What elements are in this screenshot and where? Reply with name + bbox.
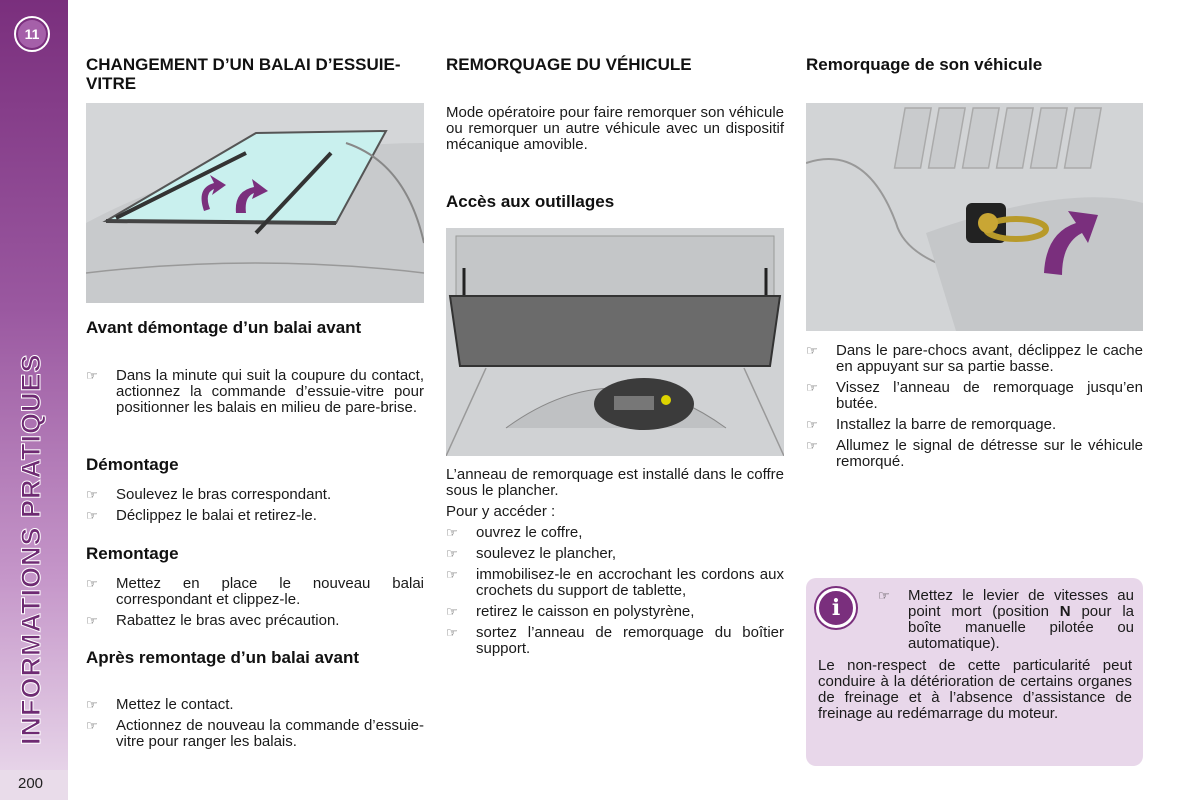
list-item: ☞ Dans le pare-chocs avant, déclippez le cache en appuyant sur sa partie basse. xyxy=(806,342,1143,375)
own-towing-title: Remorquage de son véhicule xyxy=(806,55,1043,74)
hand-pointer-icon: ☞ xyxy=(86,508,98,523)
hand-pointer-icon: ☞ xyxy=(446,546,458,561)
list-item: ☞ Mettez le contact. xyxy=(86,696,234,713)
towing-intro: Mode opératoire pour faire remorquer son véhicule ou remorquer un autre véhicule avec un dispositif mécanique amovible. xyxy=(446,104,784,153)
info-bullet: ☞ Mettez le levier de vitesses au point mort (position N pour la boîte manuelle pilotée ou automatique). xyxy=(878,587,1134,652)
after-refit-list xyxy=(86,697,424,755)
list-item: ☞ Déclippez le balai et retirez-le. xyxy=(86,507,317,524)
removal-list xyxy=(86,487,424,529)
list-item: ☞ Soulevez le bras correspondant. xyxy=(86,486,332,503)
hand-pointer-icon: ☞ xyxy=(446,567,458,582)
own-towing-list xyxy=(806,343,1143,475)
chapter-badge xyxy=(14,16,50,52)
list-item: ☞ Installez la barre de remorquage. xyxy=(806,416,1057,433)
hand-pointer-icon: ☞ xyxy=(86,368,98,383)
removal-title: Démontage xyxy=(86,455,179,474)
hand-pointer-icon: ☞ xyxy=(806,343,818,358)
windshield-wiper-icon xyxy=(86,103,424,303)
hand-pointer-icon: ☞ xyxy=(86,718,98,733)
chapter-title: INFORMATIONS PRATIQUES xyxy=(16,353,46,745)
towing-title: REMORQUAGE DU VÉHICULE xyxy=(446,55,692,74)
info-warning-text: Le non-respect de cette particularité peut conduire à la détérioration de certains organes de freinage et à l’absence d’assistance de freinage au redémarrage du moteur. xyxy=(818,657,1132,722)
info-box xyxy=(806,578,1143,766)
hand-pointer-icon: ☞ xyxy=(446,604,458,619)
hand-pointer-icon: ☞ xyxy=(86,576,98,591)
hand-pointer-icon: ☞ xyxy=(446,525,458,540)
trunk-floor-illustration xyxy=(446,228,784,456)
refit-list xyxy=(86,576,424,634)
refit-title: Remontage xyxy=(86,544,179,563)
hand-pointer-icon: ☞ xyxy=(446,625,458,640)
page-number: 200 xyxy=(18,775,44,792)
wiper-title: CHANGEMENT D’UN BALAI D’ESSUIE-VITRE xyxy=(86,55,401,93)
info-icon: i xyxy=(816,588,856,628)
list-item: ☞ Vissez l’anneau de remorquage jusqu’en butée. xyxy=(806,379,1143,412)
list-item: ☞ Allumez le signal de détresse sur le véhicule remorqué. xyxy=(806,437,1143,470)
list-item: ☞ immobilisez-le en accrochant les cordons aux crochets du support de tablette, xyxy=(446,566,784,599)
chapter-number: 11 xyxy=(18,20,46,48)
list-item: ☞ ouvrez le coffre, xyxy=(446,524,583,541)
list-item: ☞ retirez le caisson en polystyrène, xyxy=(446,603,695,620)
hand-pointer-icon: ☞ xyxy=(878,588,890,603)
list-item: ☞ Actionnez de nouveau la commande d’essuie-vitre pour ranger les balais. xyxy=(86,717,424,750)
towing-eye-icon xyxy=(806,103,1143,331)
trunk-floor-icon xyxy=(446,228,784,456)
tools-access-title: Accès aux outillages xyxy=(446,192,615,211)
list-item: ☞ Rabattez le bras avec précaution. xyxy=(86,612,340,629)
hand-pointer-icon: ☞ xyxy=(86,697,98,712)
hand-pointer-icon: ☞ xyxy=(806,438,818,453)
hand-pointer-icon: ☞ xyxy=(806,417,818,432)
before-removal-list xyxy=(86,368,424,421)
windshield-wiper-illustration xyxy=(86,103,424,303)
list-item: ☞ sortez l’anneau de remorquage du boîtier support. xyxy=(446,624,784,657)
towing-eye-illustration xyxy=(806,103,1143,331)
access-intro-text: Pour y accéder : xyxy=(446,503,556,520)
list-item: ☞ Mettez en place le nouveau balai correspondant et clippez-le. xyxy=(86,575,424,608)
ring-location-text: L’anneau de remorquage est installé dans le coffre sous le plancher. xyxy=(446,466,784,499)
after-refit-title: Après remontage d’un balai avant xyxy=(86,648,360,667)
hand-pointer-icon: ☞ xyxy=(806,380,818,395)
list-item: ☞ Dans la minute qui suit la coupure du contact, actionnez la commande d’essuie-vitre pour positionner les balais en milieu de pare-brise. xyxy=(86,367,424,416)
hand-pointer-icon: ☞ xyxy=(86,487,98,502)
list-item: ☞ soulevez le plancher, xyxy=(446,545,617,562)
hand-pointer-icon: ☞ xyxy=(86,613,98,628)
access-steps-list xyxy=(446,525,784,662)
before-removal-title: Avant démontage d’un balai avant xyxy=(86,318,362,337)
